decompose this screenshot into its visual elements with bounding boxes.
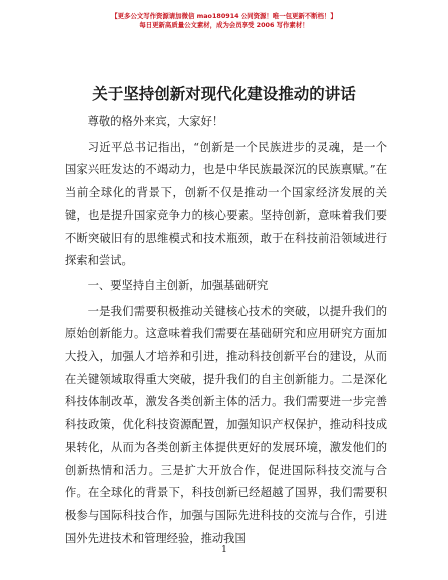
intro-paragraph: 习近平总书记指出，“创新是一个民族进步的灵魂，是一个国家兴旺发达的不竭动力，也是中华民族最深沉的民族禀赋。”在当前全球化的背景下，创新不仅是推动一个国家经济发展的关键，也是提升国家竞争力的核心要素。坚持创新，意味着我们要不断突破旧有的思维模式和技术瓶颈，敢于在科技前沿领域进行探索和尝试。 xyxy=(65,140,387,268)
document-title: 关于坚持创新对现代化建设推动的讲话 xyxy=(92,84,356,103)
section-heading: 一、要坚持自主创新，加强基础研究 xyxy=(87,278,269,292)
promo-banner xyxy=(0,12,448,30)
promo-banner-line-1: 【更多公文写作资源请加微信 mao180914 公同资源！唯一包更新不断档！】 xyxy=(111,12,337,20)
promo-banner-line-2: 每日更新高质量公文素材，成为会员享受 2006 写作素材！ xyxy=(139,21,309,29)
page-number: 1 xyxy=(221,545,227,555)
document-body xyxy=(65,111,387,550)
section-paragraph: 一是我们需要积极推动关键核心技术的突破，以提升我们的原始创新能力。这意味着我们需要在基础研究和应用研究方面加大投入，加强人才培养和引进，推动科技创新平台的建设，从而在关键领域取得重大突破，提升我们的自主创新能力。二是深化科技体制改革，激发各类创新主体的活力。我们需要进一步完善科技政策，优化科技资源配置，加强知识产权保护，推动科技成果转化，从而为各类创新主体提供更好的发展环境，激发他们的创新热情和活力。三是扩大开放合作，促进国际科技交流与合作。在全球化的背景下，科技创新已经超越了国界，我们需要积极参与国际科技合作，加强与国际先进科技的交流与合作，引进国外先进技术和管理经验，推动我国 xyxy=(65,304,387,545)
greeting: 尊敬的格外来宾，大家好！ xyxy=(87,115,224,128)
